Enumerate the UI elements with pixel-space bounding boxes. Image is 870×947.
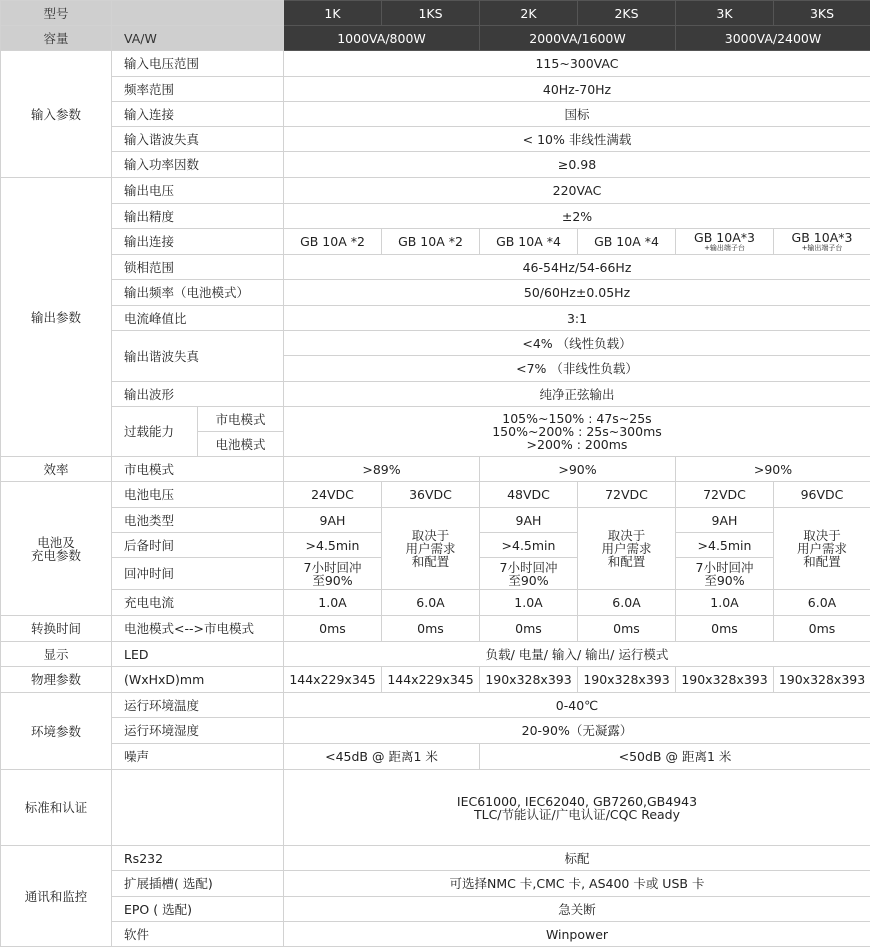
row-label: 输出频率（电池模式） bbox=[112, 280, 284, 306]
cell-value: GB 10A *2 bbox=[382, 229, 480, 255]
cell-value: 36VDC bbox=[382, 482, 480, 508]
row-label: 扩展插槽( 选配) bbox=[112, 871, 284, 897]
group-efficiency: 效率 bbox=[1, 457, 112, 482]
table-row bbox=[1, 178, 870, 204]
row-label: 过载能力 bbox=[112, 407, 198, 457]
user-defined-line3: 和配置 bbox=[580, 555, 673, 568]
table-row bbox=[1, 280, 870, 306]
cell-value: 0ms bbox=[676, 616, 774, 642]
table-row bbox=[1, 382, 870, 407]
table-row bbox=[1, 204, 870, 229]
model-2k: 2K bbox=[480, 1, 578, 26]
row-label: 充电电流 bbox=[112, 590, 284, 616]
cell-value: >4.5min bbox=[284, 533, 382, 558]
cell-value: 190x328x393 bbox=[774, 667, 870, 693]
row-label: 输入连接 bbox=[112, 102, 284, 127]
row-label: LED bbox=[112, 642, 284, 667]
user-defined-line2: 用户需求 bbox=[580, 542, 673, 555]
table-row bbox=[1, 77, 870, 102]
cell-value: 144x229x345 bbox=[382, 667, 480, 693]
cell-value: <50dB @ 距离1 米 bbox=[480, 744, 870, 770]
row-label: 软件 bbox=[112, 922, 284, 947]
group-environment: 环境参数 bbox=[1, 693, 112, 770]
user-defined-line3: 和配置 bbox=[384, 555, 477, 568]
recharge-line1: 7小时回冲 bbox=[482, 561, 575, 574]
capacity-label: 容量 bbox=[1, 26, 112, 51]
cell-value: 0ms bbox=[578, 616, 676, 642]
table-row bbox=[1, 306, 870, 331]
row-label: 输入功率因数 bbox=[112, 152, 284, 178]
cell-value: 0ms bbox=[284, 616, 382, 642]
group-input: 输入参数 bbox=[1, 51, 112, 178]
header-model-row bbox=[1, 1, 870, 26]
row-label: 运行环境湿度 bbox=[112, 718, 284, 744]
table-row bbox=[1, 51, 870, 77]
cell-value: 3:1 bbox=[284, 306, 870, 331]
row-label: 噪声 bbox=[112, 744, 284, 770]
cell-value: 急关断 bbox=[284, 897, 870, 922]
cell-value: 0ms bbox=[382, 616, 480, 642]
standards-line2: TLC/节能认证/广电认证/CQC Ready bbox=[286, 808, 868, 821]
capacity-unit: VA/W bbox=[112, 26, 284, 51]
user-defined-line2: 用户需求 bbox=[776, 542, 868, 555]
recharge-line1: 7小时回冲 bbox=[286, 561, 379, 574]
model-2ks: 2KS bbox=[578, 1, 676, 26]
group-battery bbox=[1, 482, 112, 616]
cell-value: 0ms bbox=[480, 616, 578, 642]
overload-values bbox=[284, 407, 870, 457]
cell-value: GB 10A *4 bbox=[480, 229, 578, 255]
table-row bbox=[1, 255, 870, 280]
model-label: 型号 bbox=[1, 1, 112, 26]
table-row bbox=[1, 846, 870, 871]
recharge-line2: 至90% bbox=[482, 574, 575, 587]
group-output: 输出参数 bbox=[1, 178, 112, 457]
cell-value: >90% bbox=[480, 457, 676, 482]
group-display: 显示 bbox=[1, 642, 112, 667]
row-label: 电流峰值比 bbox=[112, 306, 284, 331]
user-defined-cell bbox=[578, 508, 676, 590]
cell-value: 20-90%（无凝露） bbox=[284, 718, 870, 744]
table-row bbox=[1, 693, 870, 718]
group-physical: 物理参数 bbox=[1, 667, 112, 693]
standards-values bbox=[284, 770, 870, 846]
table-row bbox=[1, 229, 870, 255]
row-label: 输出波形 bbox=[112, 382, 284, 407]
row-label: 电池电压 bbox=[112, 482, 284, 508]
cell-value: 6.0A bbox=[774, 590, 870, 616]
cell-value: 24VDC bbox=[284, 482, 382, 508]
row-label: 锁相范围 bbox=[112, 255, 284, 280]
row-label: 输出电压 bbox=[112, 178, 284, 204]
table-row bbox=[1, 922, 870, 947]
table-row bbox=[1, 152, 870, 178]
capacity-1k: 1000VA/800W bbox=[284, 26, 480, 51]
cell-value: 190x328x393 bbox=[676, 667, 774, 693]
cell-value: <45dB @ 距离1 米 bbox=[284, 744, 480, 770]
cell-value: Winpower bbox=[284, 922, 870, 947]
group-standards: 标准和认证 bbox=[1, 770, 112, 846]
cell-value: GB 10A *2 bbox=[284, 229, 382, 255]
row-label: 输入谐波失真 bbox=[112, 127, 284, 152]
table-row bbox=[1, 744, 870, 770]
row-label: 输入电压范围 bbox=[112, 51, 284, 77]
group-comms: 通讯和监控 bbox=[1, 846, 112, 947]
table-row bbox=[1, 871, 870, 897]
cell-value: 9AH bbox=[480, 508, 578, 533]
row-label: 回冲时间 bbox=[112, 558, 284, 590]
cell-value bbox=[676, 229, 774, 255]
overload-line-1: 105%~150% : 47s~25s bbox=[286, 412, 868, 425]
cell-value: 负载/ 电量/ 输入/ 输出/ 运行模式 bbox=[284, 642, 870, 667]
cell-value bbox=[774, 229, 870, 255]
table-row bbox=[1, 482, 870, 508]
row-label: Rs232 bbox=[112, 846, 284, 871]
cell-value: >4.5min bbox=[676, 533, 774, 558]
overload-mains-mode: 市电模式 bbox=[198, 407, 284, 432]
table-row bbox=[1, 457, 870, 482]
table-row bbox=[1, 590, 870, 616]
cell-value: 72VDC bbox=[578, 482, 676, 508]
user-defined-line1: 取决于 bbox=[384, 529, 477, 542]
row-label: 电池类型 bbox=[112, 508, 284, 533]
cell-value: 1.0A bbox=[676, 590, 774, 616]
group-battery-line2: 充电参数 bbox=[3, 549, 109, 562]
cell-value: ≥0.98 bbox=[284, 152, 870, 178]
cell-value: <4% （线性负载） bbox=[284, 331, 870, 356]
cell-value: >4.5min bbox=[480, 533, 578, 558]
connection-3ks: GB 10A*3 bbox=[776, 231, 868, 244]
row-label: 电池模式<-->市电模式 bbox=[112, 616, 284, 642]
cell-value: 48VDC bbox=[480, 482, 578, 508]
cell-value: 0-40℃ bbox=[284, 693, 870, 718]
cell-value: 190x328x393 bbox=[480, 667, 578, 693]
cell-value: 1.0A bbox=[480, 590, 578, 616]
row-label: 后备时间 bbox=[112, 533, 284, 558]
cell-value: 220VAC bbox=[284, 178, 870, 204]
cell-value: 标配 bbox=[284, 846, 870, 871]
user-defined-line1: 取决于 bbox=[776, 529, 868, 542]
overload-line-3: >200% : 200ms bbox=[286, 438, 868, 451]
cell-value: 9AH bbox=[676, 508, 774, 533]
header-capacity-row bbox=[1, 26, 870, 51]
cell-value: < 10% 非线性满载 bbox=[284, 127, 870, 152]
cell-value bbox=[480, 558, 578, 590]
cell-value: 190x328x393 bbox=[578, 667, 676, 693]
header-blank bbox=[112, 1, 284, 26]
cell-value: GB 10A *4 bbox=[578, 229, 676, 255]
row-label: 输出谐波失真 bbox=[112, 331, 284, 382]
row-label: 输出精度 bbox=[112, 204, 284, 229]
model-1ks: 1KS bbox=[382, 1, 480, 26]
standards-line1: IEC61000, IEC62040, GB7260,GB4943 bbox=[286, 795, 868, 808]
table-row bbox=[1, 508, 870, 533]
cell-value: 可选择NMC 卡,CMC 卡, AS400 卡或 USB 卡 bbox=[284, 871, 870, 897]
table-row bbox=[1, 127, 870, 152]
cell-value: >89% bbox=[284, 457, 480, 482]
cell-value: 6.0A bbox=[578, 590, 676, 616]
table-row bbox=[1, 331, 870, 356]
row-label: 运行环境温度 bbox=[112, 693, 284, 718]
group-battery-line1: 电池及 bbox=[3, 536, 109, 549]
overload-battery-mode: 电池模式 bbox=[198, 432, 284, 457]
cell-value: 115~300VAC bbox=[284, 51, 870, 77]
table-row bbox=[1, 642, 870, 667]
cell-value: 96VDC bbox=[774, 482, 870, 508]
cell-value: <7% （非线性负载） bbox=[284, 356, 870, 382]
table-row bbox=[1, 102, 870, 127]
cell-value: 0ms bbox=[774, 616, 870, 642]
cell-value: ±2% bbox=[284, 204, 870, 229]
capacity-2k: 2000VA/1600W bbox=[480, 26, 676, 51]
cell-value bbox=[676, 558, 774, 590]
user-defined-cell bbox=[774, 508, 870, 590]
user-defined-line3: 和配置 bbox=[776, 555, 868, 568]
model-3k: 3K bbox=[676, 1, 774, 26]
connection-3k: GB 10A*3 bbox=[678, 231, 771, 244]
recharge-line1: 7小时回冲 bbox=[678, 561, 771, 574]
recharge-line2: 至90% bbox=[286, 574, 379, 587]
cell-value: 46-54Hz/54-66Hz bbox=[284, 255, 870, 280]
model-3ks: 3KS bbox=[774, 1, 870, 26]
table-row bbox=[1, 718, 870, 744]
user-defined-line1: 取决于 bbox=[580, 529, 673, 542]
cell-value: 72VDC bbox=[676, 482, 774, 508]
terminal-note: +输出端子台 bbox=[776, 244, 868, 252]
cell-value: 国标 bbox=[284, 102, 870, 127]
table-row bbox=[1, 667, 870, 693]
row-label: 输出连接 bbox=[112, 229, 284, 255]
user-defined-cell bbox=[382, 508, 480, 590]
cell-value: 9AH bbox=[284, 508, 382, 533]
group-transfer: 转换时间 bbox=[1, 616, 112, 642]
model-1k: 1K bbox=[284, 1, 382, 26]
row-label: (WxHxD)mm bbox=[112, 667, 284, 693]
cell-value: 144x229x345 bbox=[284, 667, 382, 693]
cell-value: >90% bbox=[676, 457, 870, 482]
cell-value: 6.0A bbox=[382, 590, 480, 616]
row-label: 市电模式 bbox=[112, 457, 284, 482]
table-row bbox=[1, 616, 870, 642]
table-row bbox=[1, 407, 870, 432]
overload-line-2: 150%~200% : 25s~300ms bbox=[286, 425, 868, 438]
table-row bbox=[1, 770, 870, 846]
row-label: EPO ( 选配) bbox=[112, 897, 284, 922]
recharge-line2: 至90% bbox=[678, 574, 771, 587]
cell-value: 1.0A bbox=[284, 590, 382, 616]
table-row bbox=[1, 897, 870, 922]
cell-value: 50/60Hz±0.05Hz bbox=[284, 280, 870, 306]
cell-value: 纯净正弦输出 bbox=[284, 382, 870, 407]
terminal-note: +输出端子台 bbox=[678, 244, 771, 252]
row-label: 频率范围 bbox=[112, 77, 284, 102]
cell-value: 40Hz-70Hz bbox=[284, 77, 870, 102]
user-defined-line2: 用户需求 bbox=[384, 542, 477, 555]
cell-value bbox=[284, 558, 382, 590]
standards-blank bbox=[112, 770, 284, 846]
capacity-3k: 3000VA/2400W bbox=[676, 26, 870, 51]
